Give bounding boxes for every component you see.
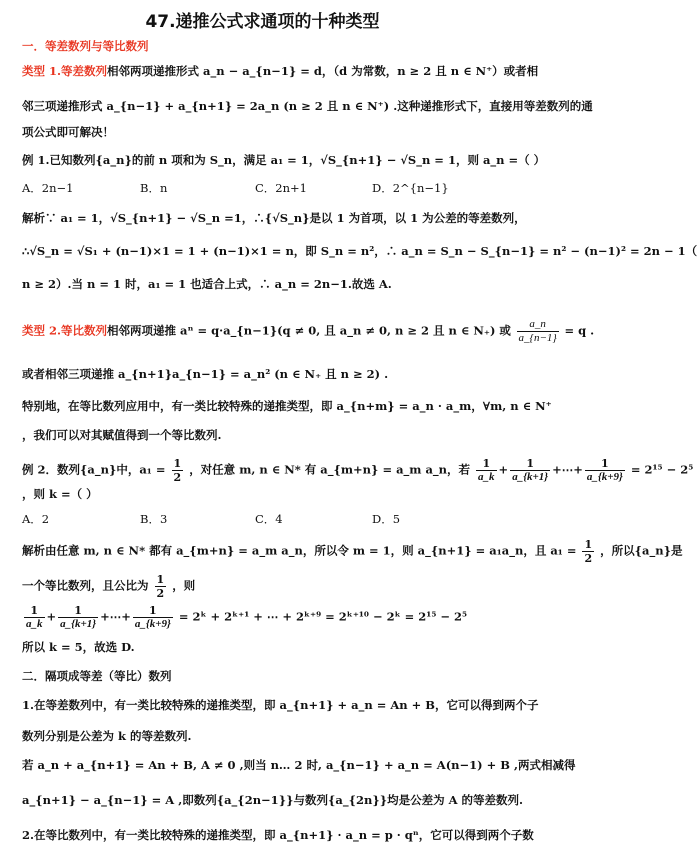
- sum-term-1: $\frac{1}{a\_k}$: [478, 457, 495, 483]
- type2-line3: 特别地，在等比数列应用中，有一类比较特殊的递推类型，即 a_{n+m} = a_n · a_m，∀m, n ∈ N⁺: [22, 399, 552, 413]
- example2-sol2-b: ，则: [172, 578, 196, 593]
- example2-option-b: B．3: [140, 512, 168, 526]
- example2-ratio: $\frac{1}{2}$: [156, 573, 165, 600]
- type1-tag: 类型 1.等差数列: [22, 64, 108, 78]
- example2-solution-1: [22, 538, 683, 565]
- type1-line2: 邻三项递推形式 a_{n−1} + a_{n+1} = 2a_n (n ≥ 2 且 n ∈ N⁺) .这种递推形式下，直接用等差数列的通: [22, 99, 593, 113]
- type2-line1: [22, 318, 595, 345]
- section-heading-2: 二．隔项成等差（等比）数列: [22, 669, 172, 683]
- example2-option-a: A．2: [22, 512, 50, 526]
- sol-term-1-den: a_k: [26, 618, 43, 630]
- page-title: 47.递推公式求通项的十种类型: [145, 12, 380, 32]
- example2-q-c: ，则 k =（ ）: [22, 487, 98, 501]
- sol-term-3: $\frac{1}{a\_\{k+9\}}$: [134, 604, 171, 630]
- sum-term-2: $\frac{1}{a\_\{k+1\}}$: [512, 457, 549, 483]
- type1-line3: 项公式即可解决！: [22, 125, 114, 139]
- example2-solution-4: 所以 k = 5，故选 D.: [22, 640, 135, 654]
- example1-question: 例 1.已知数列{a_n}的前 n 项和为 S_n，满足 a₁ = 1，√S_{n+1} − √S_n = 1，则 a_n =（ ）: [22, 153, 546, 167]
- type2-line2: 或者相邻三项递推 a_{n+1}a_{n−1} = a_n² (n ∈ N₊ 且 n ≥ 2) .: [22, 367, 389, 381]
- sum-term-2-den: a_{k+1}: [512, 471, 549, 483]
- example2-sol2-a: 一个等比数列，且公比为: [22, 578, 149, 593]
- example1-option-a: A．2n−1: [22, 181, 74, 195]
- para2-line1: 2.在等比数列中，有一类比较特殊的递推类型，即 a_{n+1} · a_n = p · qⁿ，它可以得到两个子数: [22, 828, 534, 842]
- sum-term-3: $\frac{1}{a\_\{k+9\}}$: [586, 457, 623, 483]
- type1-line1: [22, 63, 539, 79]
- sum-term-3-den: a_{k+9}: [586, 471, 623, 483]
- type2-fraction-tail: = q .: [564, 323, 595, 338]
- para1-line2: 数列分别是公差为 k 的等差数列.: [22, 729, 192, 743]
- example2-question: 例 2．数列{a_n}中，a₁ = $\frac{1}{2}$ ，对任意 m, n ∈ N* 有 a_{m+n} = a_m a_n，若 $\frac{1}{a\_k}$ + $\frac{1}{a\_\{k+1\}}$ +⋯+ $\frac{1}{a\_\{k+9\}}$ = 2¹⁵ − 2⁵: [22, 457, 694, 484]
- example1-option-d: D．2^{n−1}: [372, 181, 449, 195]
- example2-q-b: ，对任意 m, n ∈ N* 有 a_{m+n} = a_m a_n，若: [189, 462, 471, 477]
- example2-solution-2: [22, 573, 509, 600]
- example2-sol1-b: ，所以{a_n}是: [600, 543, 683, 558]
- example2-q-sum-tail: = 2¹⁵ − 2⁵: [630, 462, 694, 477]
- type2-rest: 相邻两项递推 aⁿ = q·a_{n−1}(q ≠ 0, 且 a_n ≠ 0, n ≥ 2 且 n ∈ N₊) 或: [107, 323, 511, 338]
- example1-option-c: C．2n+1: [255, 181, 307, 195]
- para1-line1: 1.在等差数列中，有一类比较特殊的递推类型，即 a_{n+1} + a_n = An + B，它可以得到两个子: [22, 698, 539, 712]
- example1-option-b: B．n: [140, 181, 168, 195]
- example2-option-c: C．4: [255, 512, 283, 526]
- sol-term-1: $\frac{1}{a\_k}$: [26, 604, 43, 630]
- para1-line3: 若 a_n + a_{n+1} = An + B, A ≠ 0 ,则当 n… 2 时, a_{n−1} + a_n = A(n−1) + B ,两式相减得: [22, 758, 576, 772]
- type1-rest: 相邻两项递推形式 a_n − a_{n−1} = d，（d 为常数，n ≥ 2 且 n ∈ N⁺）或者相: [107, 64, 539, 78]
- example2-sol1-a: 解析由任意 m, n ∈ N* 都有 a_{m+n} = a_m a_n，所以令 m = 1，则 a_{n+1} = a₁a_n，且 a₁ =: [22, 543, 577, 558]
- type2-fraction-num: a_n: [517, 318, 559, 332]
- example1-solution-1: 解析∵ a₁ = 1，√S_{n+1} − √S_n =1，∴{√S_n}是以 1 为首项，以 1 为公差的等差数列，: [22, 211, 526, 225]
- para1-line4: a_{n+1} − a_{n−1} = A ,即数列{a_{2n−1}}与数列{a_{2n}}均是公差为 A 的等差数列.: [22, 793, 524, 807]
- type2-tag: 类型 2.等比数列: [22, 323, 108, 338]
- type2-line4: ，我们可以对其赋值得到一个等比数列.: [22, 428, 222, 442]
- sol-term-2: $\frac{1}{a\_\{k+1\}}$: [60, 604, 97, 630]
- example2-solution-3: $\frac{1}{a\_k}$ + $\frac{1}{a\_\{k+1\}}$ +⋯+ $\frac{1}{a\_\{k+9\}}$ = 2ᵏ + 2ᵏ⁺¹ + ⋯ + 2ᵏ⁺⁹ = 2ᵏ⁺¹⁰ − 2ᵏ = 2¹⁵ − 2⁵: [26, 604, 468, 630]
- example1-solution-2: ∴√S_n = √S₁ + (n−1)×1 = 1 + (n−1)×1 = n，即 S_n = n²，∴ a_n = S_n − S_{n−1} = n² − (n−1)² = 2n − 1（: [22, 244, 697, 258]
- sum-term-1-den: a_k: [478, 471, 495, 483]
- example2-sol1-half: $\frac{1}{2}$: [584, 538, 593, 565]
- sol-term-2-den: a_{k+1}: [60, 618, 97, 630]
- example1-solution-3: n ≥ 2）.当 n = 1 时，a₁ = 1 也适合上式，∴ a_n = 2n−1.故选 A.: [22, 277, 392, 291]
- type2-fraction-den: a_{n−1}: [518, 332, 557, 344]
- example2-q-a: 例 2．数列{a_n}中，a₁ =: [22, 462, 166, 477]
- example2-half-den: 2: [173, 471, 182, 484]
- example2-option-d: D．5: [372, 512, 401, 526]
- type2-fraction: [517, 318, 559, 345]
- sol-term-3-den: a_{k+9}: [134, 618, 171, 630]
- example2-half-num: 1: [173, 457, 182, 470]
- example2-half: [172, 457, 184, 484]
- section-heading-1: 一．等差数列与等比数列: [22, 39, 149, 53]
- example2-sum-tail: = 2ᵏ + 2ᵏ⁺¹ + ⋯ + 2ᵏ⁺⁹ = 2ᵏ⁺¹⁰ − 2ᵏ = 2¹⁵ − 2⁵: [178, 609, 468, 624]
